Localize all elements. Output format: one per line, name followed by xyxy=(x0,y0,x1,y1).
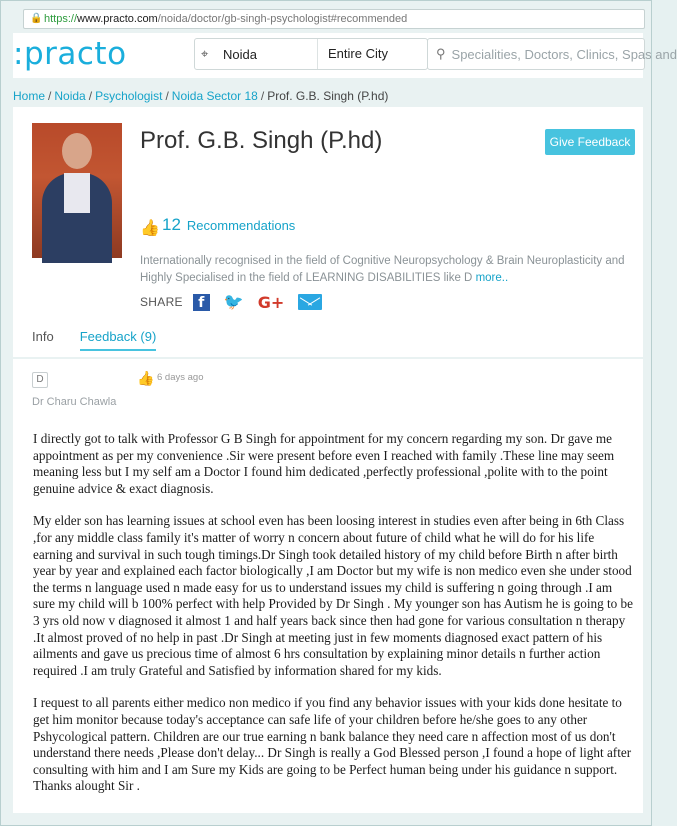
bio-more-link[interactable]: more.. xyxy=(475,272,509,284)
location-selector[interactable] xyxy=(194,38,428,70)
share-label: SHARE xyxy=(140,295,183,309)
profile-tabs xyxy=(32,329,182,351)
give-feedback-button[interactable]: Give Feedback xyxy=(545,129,635,155)
location-pin-icon: ⌖ xyxy=(201,46,209,61)
google-plus-icon[interactable]: G+ xyxy=(257,292,285,312)
tab-feedback[interactable]: Feedback (9) xyxy=(80,329,157,351)
recommendation-label: Recommendations xyxy=(186,217,296,233)
lock-icon: 🔒 xyxy=(30,13,43,24)
email-icon[interactable] xyxy=(298,294,322,310)
doctor-profile-card xyxy=(13,107,643,357)
url-scheme: https:// xyxy=(44,13,78,25)
doctor-name: Prof. G.B. Singh (P.hd) xyxy=(140,127,383,154)
recommended-badge xyxy=(137,370,203,384)
share-bar xyxy=(140,292,336,312)
review-text xyxy=(33,431,635,811)
review-time: 6 days ago xyxy=(157,371,204,383)
recommendation-count: 12 xyxy=(162,215,181,234)
practo-logo[interactable]: :practo xyxy=(13,36,127,72)
bio-text: Internationally recognised in the field of Cognitive Neuropsychology & Brain Neuroplasticity and Highly Specialised in the field of LEARNING DISABILITIES like D xyxy=(140,255,625,284)
breadcrumb-specialty[interactable]: Psychologist xyxy=(95,89,163,103)
address-bar[interactable] xyxy=(23,9,645,29)
breadcrumb-city[interactable]: Noida xyxy=(54,89,86,103)
doctor-photo xyxy=(32,123,122,258)
twitter-icon[interactable]: 🐦 xyxy=(223,294,244,311)
location-area[interactable]: Entire City xyxy=(317,39,388,69)
feedback-item xyxy=(13,359,643,813)
breadcrumb-home[interactable]: Home xyxy=(13,89,46,103)
thumbs-up-icon: 👍 xyxy=(140,220,160,237)
review-paragraph: I directly got to talk with Professor G B Singh for appointment for my concern regarding my son. Dr gave me appointment as per my convenience .Sir were present before even I reached with family .These line may seem meaning less but I my self am a Doctor I found him dedicated ,perfectly professional ,polite with to the point genuine advice & exact diagnosis. xyxy=(33,431,615,496)
site-header xyxy=(13,33,677,78)
doctor-bio xyxy=(140,253,630,287)
thumbs-up-icon: 👍 xyxy=(137,370,155,386)
review-paragraph: My elder son has learning issues at school even has been loosing interest in studies even after being in 6th Class ,for any middle class family it's matter of worry n concern about future of child what he will do for his life earning and survival in such tough timings.Dr Singh took detailed history of my child before Birth n after birth year by year and explained each factor biologically ,I am Doctor but my wife is non medico even she under stood the terms n language used n made easy for us to understand issues my child is suffering n going through .I am sure my child will b 100% perfect with help Provided by Dr Singh . My younger son has Autism he is going to be 3 yrs old now v diagnosed it almost 1 and half years back since then had gone for various consultation n therapy .It almost proved of no help in past .Dr Singh at meeting just in few moments diagnosed exact pattern of his ailments and gave us precious time of almost 6 hrs consultation by explaining minor details n further action required .I am truly Grateful and Satisfied by information shared for my kids. xyxy=(33,513,633,678)
recommendations[interactable] xyxy=(140,215,295,235)
search-placeholder: Specialities, Doctors, Clinics, Spas and xyxy=(451,46,677,62)
review-paragraph: I request to all parents either medico non medico if you find any behavior issues with your kids done hesitate to get him monitor because today's acceptance can safe life of your children before he/she goes to any other Pshycological pattern. Children are our true earning n bank balance they need care n affection most of us don't understand there needs ,Please don't delay... Dr Singh is really a God Blessed person ,I found a hope of light after consulting with him and I am Sure my Kids are going to be Perfect human being under his guidance n support. Thanks alought Sir . xyxy=(33,695,632,794)
facebook-icon[interactable]: f xyxy=(193,294,210,311)
tab-info[interactable]: Info xyxy=(32,329,54,344)
url-host: www.practo.com xyxy=(77,13,158,25)
search-input[interactable] xyxy=(427,38,677,70)
breadcrumb-locality[interactable]: Noida Sector 18 xyxy=(171,89,258,103)
url-path: /noida/doctor/gb-singh-psychologist#recommended xyxy=(157,13,408,25)
location-city[interactable]: Noida xyxy=(223,46,257,62)
breadcrumb-current: Prof. G.B. Singh (P.hd) xyxy=(267,89,389,103)
reviewer-name: Dr Charu Chawla xyxy=(32,396,117,408)
search-icon: ⚲ xyxy=(436,46,446,61)
breadcrumb: Home / Noida / Psychologist / Noida Sector 18 / Prof. G.B. Singh (P.hd) xyxy=(13,89,389,103)
reviewer-avatar: D xyxy=(32,372,48,388)
